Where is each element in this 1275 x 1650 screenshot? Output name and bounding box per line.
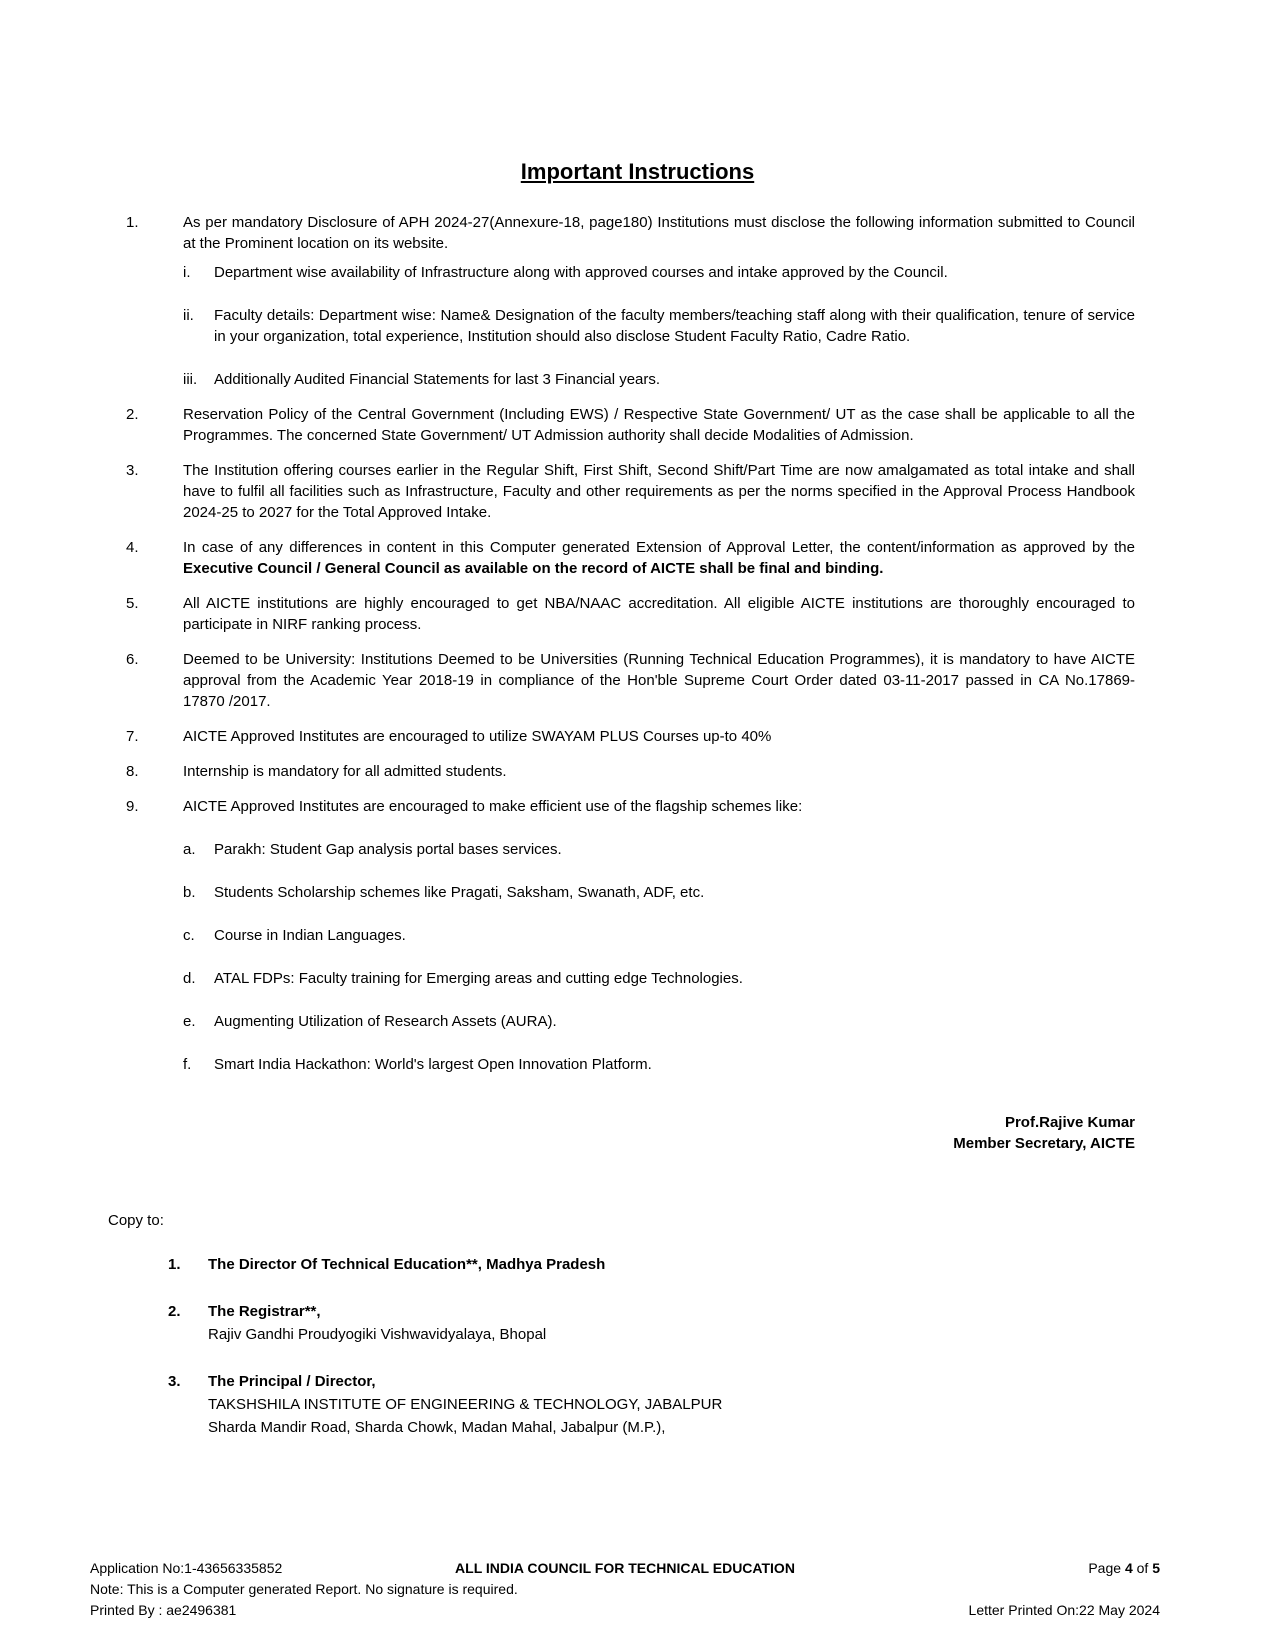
instruction-number: 7. bbox=[126, 728, 139, 745]
instruction-item bbox=[126, 726, 1135, 747]
instructions-list bbox=[0, 212, 1275, 1075]
instruction-item bbox=[126, 796, 1135, 1075]
page-title: Important Instructions bbox=[520, 159, 755, 184]
signatory-title: Member Secretary, AICTE bbox=[953, 1135, 1135, 1152]
copy-to-section bbox=[108, 1210, 1160, 1439]
sub-instruction-number: iii. bbox=[183, 371, 198, 388]
copy-to-number: 3. bbox=[168, 1373, 181, 1390]
footer-printed-by: Printed By : ae2496381 bbox=[90, 1602, 237, 1618]
instruction-text bbox=[183, 537, 1135, 579]
copy-to-heading: The Principal / Director, bbox=[208, 1373, 376, 1390]
instruction-item bbox=[126, 212, 1135, 390]
signature-block bbox=[953, 1112, 1135, 1154]
copy-to-item bbox=[168, 1253, 1160, 1276]
footer-note: Note: This is a Computer generated Report. No signature is required. bbox=[90, 1581, 518, 1597]
sub-instruction-text: Smart India Hackathon: World's largest Open Innovation Platform. bbox=[214, 1056, 652, 1073]
signatory-name: Prof.Rajive Kumar bbox=[1004, 1114, 1135, 1131]
instruction-number: 2. bbox=[126, 406, 139, 423]
copy-to-line: Sharda Mandir Road, Sharda Chowk, Madan Mahal, Jabalpur (M.P.), bbox=[208, 1419, 666, 1436]
footer-page-total: 5 bbox=[1152, 1560, 1160, 1576]
instruction-number: 6. bbox=[126, 651, 139, 668]
sub-instruction-text: Faculty details: Department wise: Name& Designation of the faculty members/teaching staff along with their qualification, tenure of service in your organization, total experience, Institution should also disclose Student Faculty Ratio, Cadre Ratio. bbox=[214, 307, 1135, 345]
footer-page-label: Page bbox=[1088, 1560, 1122, 1576]
sub-instruction-text: ATAL FDPs: Faculty training for Emerging areas and cutting edge Technologies. bbox=[214, 970, 743, 987]
sub-instruction-number: e. bbox=[183, 1013, 196, 1030]
instruction-number: 4. bbox=[126, 539, 139, 556]
instruction-item bbox=[126, 593, 1135, 635]
footer-page-current: 4 bbox=[1124, 1560, 1133, 1576]
sub-instruction-item bbox=[183, 925, 1135, 946]
instruction-item bbox=[126, 761, 1135, 782]
sub-instruction-text: Course in Indian Languages. bbox=[214, 927, 406, 944]
instruction-text: Deemed to be University: Institutions Deemed to be Universities (Running Technical Education Programmes), it is mandatory to have AICTE approval from the Academic Year 2018-19 in compliance of the Hon'ble Supreme Court Order dated 03-11-2017 passed in CA No.17869- 17870 /2017. bbox=[183, 651, 1135, 710]
sub-instruction-text: Parakh: Student Gap analysis portal bases services. bbox=[214, 841, 562, 858]
instruction-number: 8. bbox=[126, 763, 139, 780]
sub-instruction-text: Students Scholarship schemes like Pragati, Saksham, Swanath, ADF, etc. bbox=[214, 884, 705, 901]
sub-instruction-item bbox=[183, 882, 1135, 903]
sub-instruction-item bbox=[183, 369, 1135, 390]
instruction-text-regular: In case of any differences in content in this Computer generated Extension of Approval Letter, the content/information as approved by the bbox=[183, 539, 1135, 556]
sub-instruction-text: Additionally Audited Financial Statements for last 3 Financial years. bbox=[214, 371, 661, 388]
instruction-text: All AICTE institutions are highly encouraged to get NBA/NAAC accreditation. All eligible AICTE institutions are thoroughly encouraged to participate in NIRF ranking process. bbox=[183, 595, 1135, 633]
sub-instruction-number: d. bbox=[183, 970, 196, 987]
footer-org-name: ALL INDIA COUNCIL FOR TECHNICAL EDUCATION bbox=[455, 1560, 795, 1576]
instruction-number: 3. bbox=[126, 462, 139, 479]
instruction-text-bold: Executive Council / General Council as available on the record of AICTE shall be final and binding. bbox=[183, 560, 884, 577]
copy-to-number: 1. bbox=[168, 1256, 181, 1273]
footer-page-info bbox=[1088, 1558, 1160, 1579]
sub-instruction-number: a. bbox=[183, 841, 196, 858]
copy-to-number: 2. bbox=[168, 1303, 181, 1320]
sub-instruction-item bbox=[183, 968, 1135, 989]
instruction-text: As per mandatory Disclosure of APH 2024-27(Annexure-18, page180) Institutions must disclose the following information submitted to Council at the Prominent location on its website. bbox=[183, 214, 1135, 252]
footer-application-no: Application No:1-43656335852 bbox=[90, 1560, 283, 1576]
instruction-text: The Institution offering courses earlier in the Regular Shift, First Shift, Second Shift/Part Time are now amalgamated as total intake and shall have to fulfil all facilities such as Infrastructure, Faculty and other requirements as per the norms specified in the Approval Process Handbook 2024-25 to 2027 for the Total Approved Intake. bbox=[183, 462, 1135, 521]
copy-to-label: Copy to: bbox=[108, 1212, 164, 1229]
page-footer bbox=[90, 1558, 1160, 1621]
instruction-number: 5. bbox=[126, 595, 139, 612]
instruction-number: 9. bbox=[126, 798, 139, 815]
copy-to-line: TAKSHSHILA INSTITUTE OF ENGINEERING & TECHNOLOGY, JABALPUR bbox=[208, 1396, 723, 1413]
instruction-text: AICTE Approved Institutes are encouraged to make efficient use of the flagship schemes like: bbox=[183, 798, 803, 815]
sub-instruction-number: f. bbox=[183, 1056, 192, 1073]
instruction-item bbox=[126, 537, 1135, 579]
instruction-number: 1. bbox=[126, 214, 139, 231]
copy-to-heading: The Director Of Technical Education**, Madhya Pradesh bbox=[208, 1256, 606, 1273]
copy-to-heading: The Registrar**, bbox=[208, 1303, 321, 1320]
sub-instruction-item bbox=[183, 839, 1135, 860]
sub-instruction-item bbox=[183, 262, 1135, 283]
instruction-item bbox=[126, 649, 1135, 712]
footer-page-of: of bbox=[1136, 1560, 1149, 1576]
sub-instruction-item bbox=[183, 1054, 1135, 1075]
copy-to-item bbox=[168, 1300, 1160, 1346]
sub-instruction-number: i. bbox=[183, 264, 191, 281]
sub-instruction-text: Department wise availability of Infrastructure along with approved courses and intake approved by the Council. bbox=[214, 264, 948, 281]
copy-to-line: Rajiv Gandhi Proudyogiki Vishwavidyalaya, Bhopal bbox=[208, 1326, 547, 1343]
sub-instruction-number: ii. bbox=[183, 307, 194, 324]
sub-instruction-number: b. bbox=[183, 884, 196, 901]
sub-instruction-item bbox=[183, 1011, 1135, 1032]
sub-instruction-text: Augmenting Utilization of Research Assets (AURA). bbox=[214, 1013, 557, 1030]
instruction-text: Reservation Policy of the Central Government (Including EWS) / Respective State Government/ UT as the case shall be applicable to all the Programmes. The concerned State Government/ UT Admission authority shall decide Modalities of Admission. bbox=[183, 406, 1135, 444]
instruction-text: Internship is mandatory for all admitted students. bbox=[183, 763, 507, 780]
instruction-text: AICTE Approved Institutes are encouraged to utilize SWAYAM PLUS Courses up-to 40% bbox=[183, 728, 772, 745]
instruction-item bbox=[126, 460, 1135, 523]
copy-to-item bbox=[168, 1370, 1160, 1439]
footer-printed-on: Letter Printed On:22 May 2024 bbox=[968, 1602, 1160, 1618]
sub-instruction-number: c. bbox=[183, 927, 195, 944]
sub-instruction-item bbox=[183, 305, 1135, 347]
instruction-item bbox=[126, 404, 1135, 446]
